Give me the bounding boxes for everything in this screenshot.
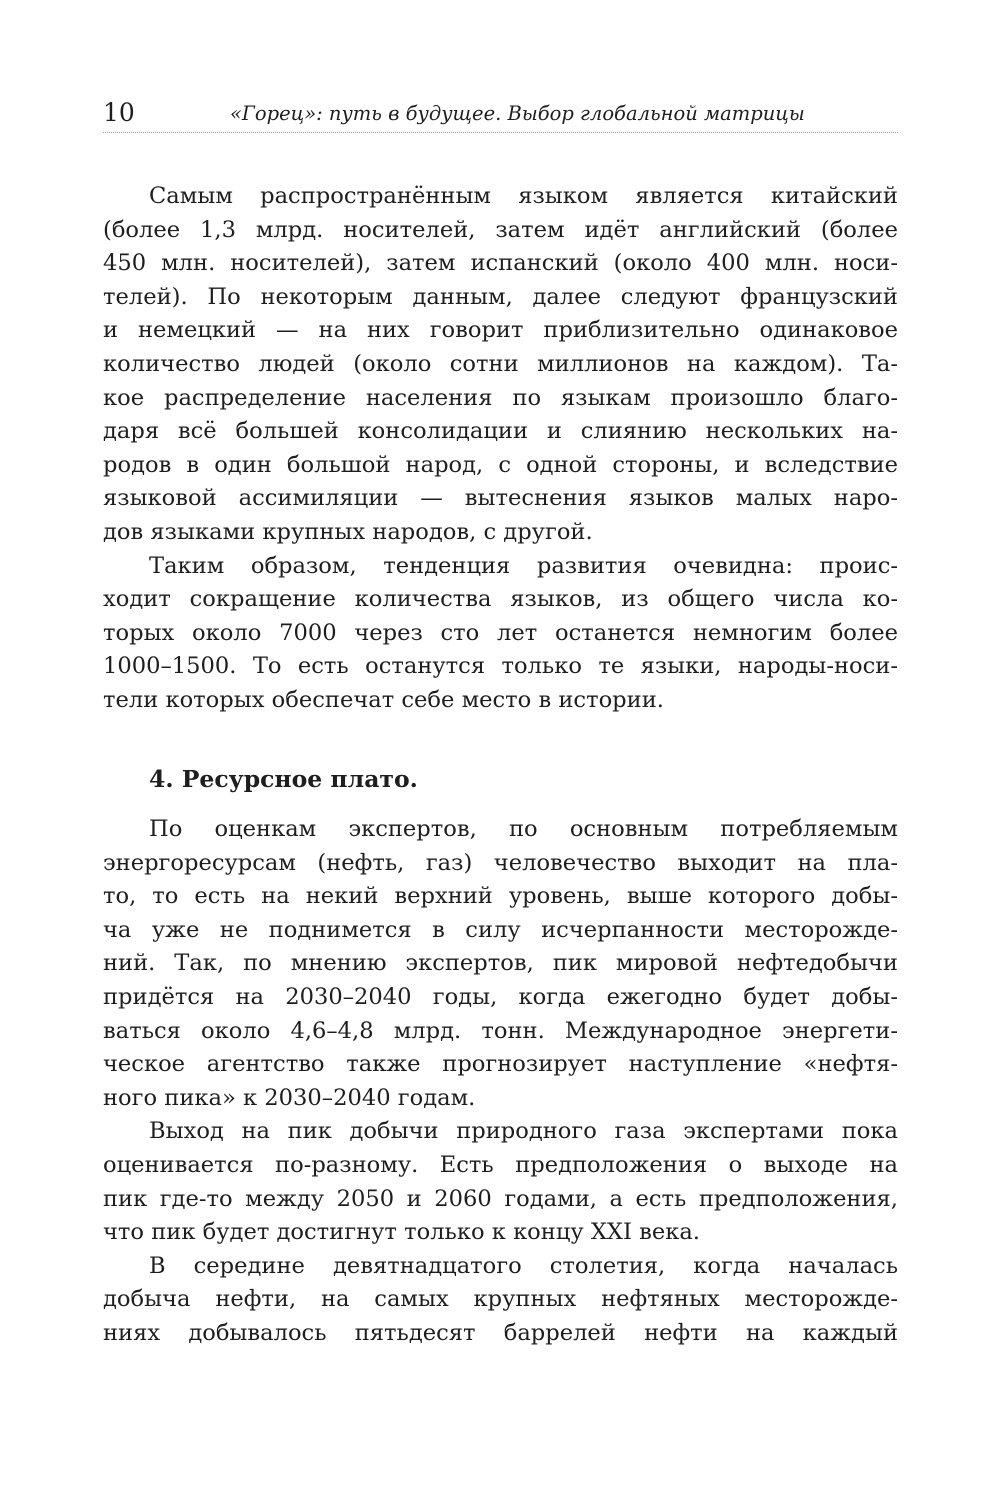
text-line: телей). По некоторым данным, далее следуют французский bbox=[103, 283, 898, 310]
text-line: оценивается по-разному. Есть предположения о выходе на bbox=[103, 1151, 898, 1178]
text-line: родов в один большой народ, с одной стороны, и вследствие bbox=[103, 451, 898, 478]
text-line: придётся на 2030–2040 годы, когда ежегодно будет добы- bbox=[103, 983, 898, 1010]
text-line: По оценкам экспертов, по основным потребляемым bbox=[149, 816, 898, 842]
text-line: В середине девятнадцатого столетия, когда началась bbox=[149, 1252, 898, 1279]
paragraph-languages bbox=[103, 180, 898, 550]
text-line: ческое агентство также прогнозирует наступление «нефтя- bbox=[103, 1051, 898, 1078]
text-line: Таким образом, тенденция развития очевидна: проис- bbox=[149, 552, 898, 579]
text-line: ний. Так, по мнению экспертов, пик мировой нефтедобычи bbox=[103, 950, 898, 977]
section-heading: 4. Ресурсное плато. bbox=[149, 765, 418, 793]
text-line: ча уже не поднимется в силу исчерпанности месторожде- bbox=[103, 916, 898, 943]
paragraph-oil-plateau bbox=[103, 813, 898, 1115]
text-line: ниях добывалось пятьдесят баррелей нефти на каждый bbox=[103, 1319, 898, 1346]
text-line: торых около 7000 через сто лет останется немногим более bbox=[103, 619, 898, 646]
text-line: 450 млн. носителей), затем испанский (около 400 млн. носи- bbox=[103, 250, 898, 277]
text-line: тели которых обеспечат себе место в истории. bbox=[103, 686, 664, 713]
text-line: (более 1,3 млрд. носителей, затем идёт английский (более bbox=[103, 216, 898, 243]
paragraph-19th-century bbox=[103, 1250, 898, 1351]
paragraph-trend bbox=[103, 550, 898, 718]
text-block-before-heading bbox=[103, 180, 898, 718]
text-line: добыча нефти, на самых крупных нефтяных месторожде- bbox=[103, 1286, 898, 1313]
text-line: 1000–1500. То есть останутся только те языки, народы-носи- bbox=[103, 653, 898, 680]
text-line: количество людей (около сотни миллионов на каждом). Та- bbox=[103, 350, 898, 377]
text-line: Самым распространённым языком является китайский bbox=[149, 183, 898, 209]
text-line: даря всё большей консолидации и слиянию нескольких на- bbox=[103, 418, 898, 445]
text-line: дов языками крупных народов, с другой. bbox=[103, 518, 593, 545]
running-title: «Горец»: путь в будущее. Выбор глобальной матрицы bbox=[230, 102, 805, 125]
text-line: Выход на пик добычи природного газа экспертами пока bbox=[149, 1118, 898, 1145]
text-line: кое распределение населения по языкам произошло благо- bbox=[103, 384, 898, 411]
text-line: пик где-то между 2050 и 2060 годами, а есть предположения, bbox=[103, 1185, 898, 1212]
paragraph-gas-peak bbox=[103, 1115, 898, 1249]
page-number: 10 bbox=[103, 98, 135, 127]
text-line: языковой ассимиляции — вытеснения языков малых наро- bbox=[103, 485, 898, 512]
text-block-after-heading bbox=[103, 813, 898, 1351]
text-line: ного пика» к 2030–2040 годам. bbox=[103, 1084, 476, 1111]
text-line: энергоресурсам (нефть, газ) человечество выходит на пла- bbox=[103, 849, 898, 876]
text-line: ваться около 4,6–4,8 млрд. тонн. Международное энергети- bbox=[103, 1017, 898, 1044]
text-line: ходит сокращение количества языков, из общего числа ко- bbox=[103, 586, 898, 613]
text-line: то, то есть на некий верхний уровень, выше которого добы- bbox=[103, 883, 898, 910]
text-line: что пик будет достигнут только к концу XXI века. bbox=[103, 1219, 700, 1246]
text-line: и немецкий — на них говорит приблизительно одинаковое bbox=[103, 317, 898, 344]
running-header bbox=[103, 92, 898, 133]
